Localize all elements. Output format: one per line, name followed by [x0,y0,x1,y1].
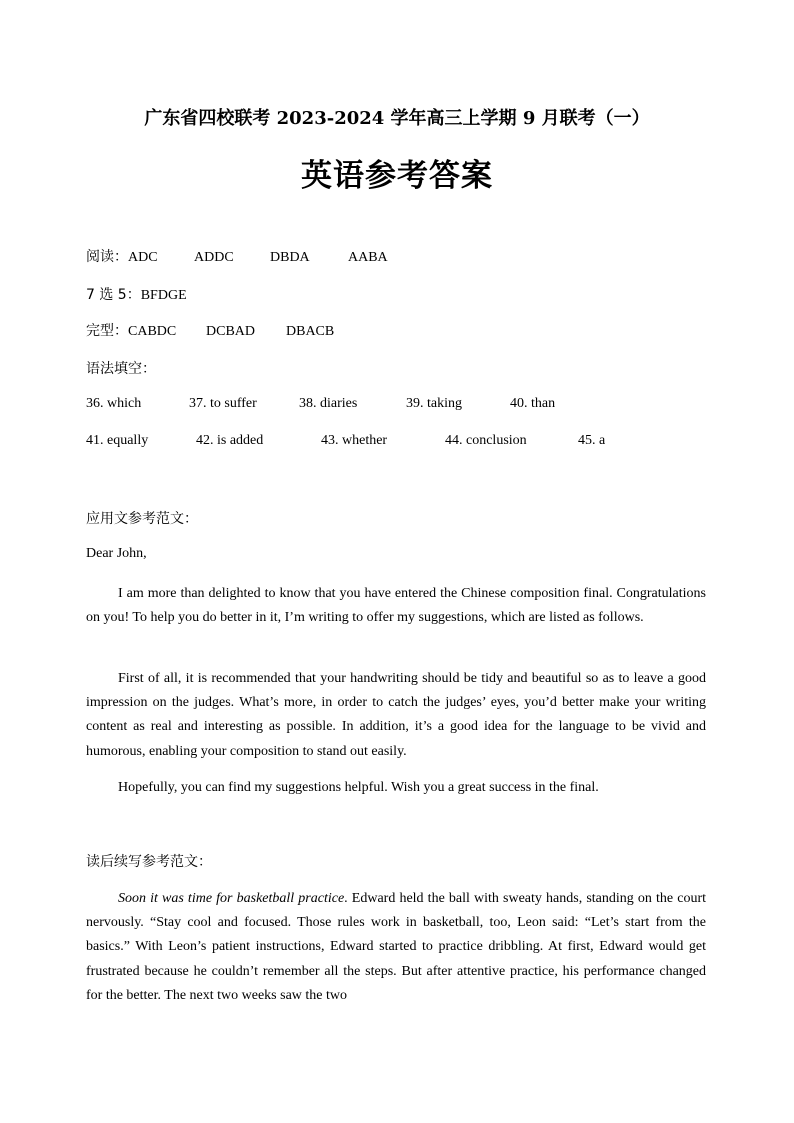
grammar-answer: 40. than [510,396,556,411]
grammar-answer: 45. a [578,433,606,448]
grammar-answer: 44. conclusion [445,433,527,448]
reading-answer-group: AABA [348,250,388,265]
grammar-answers-row [86,396,555,412]
essay2-lead-sentence: Soon it was time for basketball practice [118,891,345,906]
grammar-answer: 39. taking [406,396,462,411]
cloze-answer-group: DCBAD [206,324,256,339]
seven-choose-five-label: 7 选 5： [86,287,141,303]
essay1-label: 应用文参考范文： [86,511,198,527]
essay2-body-text: . Edward held the ball with sweaty hands, standing on the court nervously. “Stay cool and focused. Those rules work in basketball, too, Leon said: “Let’s start from the basics.” With Leon’s patient instructions, Edward started to practice dribbling. At first, Edward would get frustrated because he couldn’t remember all the steps. But after attentive practice, his performance changed for the better. The next two weeks saw the two [86,891,707,1003]
cloze-answer-group: CABDC [128,324,177,339]
grammar-answer: 37. to suffer [189,396,257,411]
essay1-paragraph-text: I am more than delighted to know that you have entered the Chinese composition final. Congratulations on you! To help you do better in it, I’m writing to offer my suggestions, which are listed as follows. [86,586,706,626]
grammar-answer: 42. is added [196,433,264,448]
cloze-answer-group: DBACB [286,324,335,339]
reading-answer-group: DBDA [270,250,310,265]
essay2-label: 读后续写参考范文： [86,854,212,870]
grammar-label: 语法填空： [86,361,156,377]
reading-answer-group: ADDC [194,250,234,265]
essay1-paragraph [86,776,706,800]
essay1-greeting: Dear John, [86,546,147,561]
essay1-paragraph-text: First of all, it is recommended that your handwriting should be tidy and beautiful so as to leave a good impression on the judges. What’s more, in order to catch the judges’ eyes, you’d better make your writing content as real and interesting as possible. In addition, it’s a good idea for the language to be vivid and humorous, enabling your composition to stand out easily. [86,671,706,759]
grammar-answer: 36. which [86,396,142,411]
grammar-answers-row [86,433,605,449]
seven-choose-five-value: BFDGE [140,288,187,303]
reading-answers [86,246,388,266]
grammar-answer: 38. diaries [299,396,358,411]
reading-label: 阅读： [86,249,128,265]
essay2-paragraph [86,887,706,1008]
cloze-answers [86,320,334,340]
essay1-paragraph [86,582,706,630]
reading-answer-group: ADC [128,250,158,265]
essay1-paragraph-text: Hopefully, you can find my suggestions helpful. Wish you a great success in the final. [118,780,599,795]
page-subtitle: 英语参考答案 [301,158,493,194]
page-title: 广东省四校联考 2023-2024 学年高三上学期 9 月联考（一） [144,108,650,129]
cloze-label: 完型： [86,323,128,339]
grammar-answer: 43. whether [321,433,388,448]
essay1-paragraph [86,667,706,764]
grammar-answer: 41. equally [86,433,149,448]
seven-choose-five-answers [86,284,187,304]
